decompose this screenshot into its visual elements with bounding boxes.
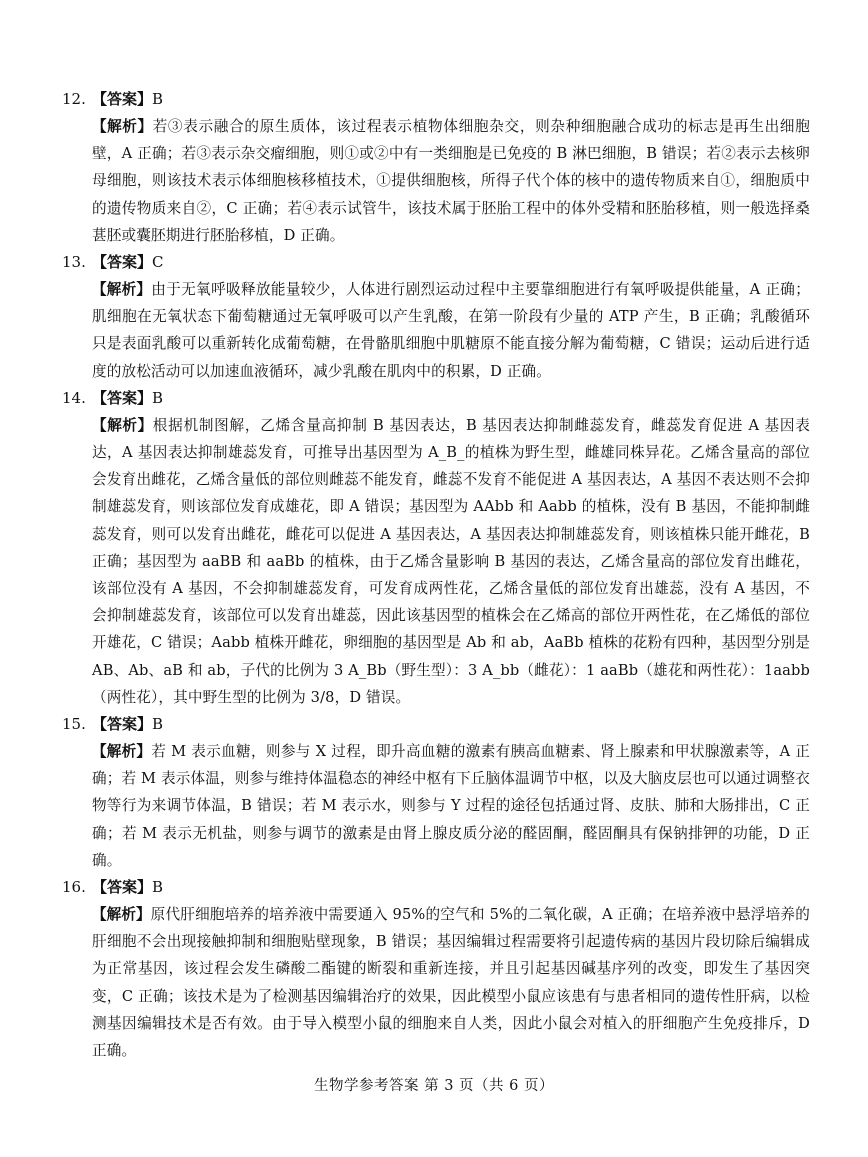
question-number: 15. [62, 715, 86, 734]
analysis-tag: 【解析】 [92, 743, 152, 761]
question-16 [62, 874, 810, 1064]
answer-line [62, 385, 810, 412]
answer-tag: 【答案】 [92, 90, 153, 108]
analysis-paragraph [92, 901, 810, 1064]
analysis-tag: 【解析】 [92, 906, 151, 924]
question-number: 16. [62, 878, 86, 897]
analysis-tag: 【解析】 [92, 118, 153, 135]
answer-tag: 【答案】 [92, 253, 153, 272]
question-12 [62, 86, 810, 249]
answer-tag: 【答案】 [92, 388, 153, 407]
answer-value: B [152, 388, 164, 407]
answer-value: B [152, 878, 164, 897]
analysis-tag: 【解析】 [92, 281, 152, 299]
analysis-tag: 【解析】 [92, 416, 153, 434]
answer-line [62, 874, 810, 901]
analysis-paragraph [92, 738, 810, 874]
analysis-paragraph [92, 412, 810, 711]
answer-tag: 【答案】 [92, 715, 153, 734]
answer-value: B [152, 90, 164, 108]
analysis-text: 若③表示融合的原生质体，该过程表示植物体细胞杂交，则杂种细胞融合成功的标志是再生出细胞壁，A 正确；若③表示杂交瘤细胞，则①或②中有一类细胞是已免疫的 B 淋巴细胞，B 错误；若②表示去核卵母细胞，则该技术表示体细胞核移植技术，①提供细胞核，所得子代个体的核中的遗传物质来自①，细胞质中的遗传物质来自②，C 正确；若④表示试管牛，该技术属于胚胎工程中的体外受精和胚胎移植，则一般选择桑葚胚或囊胚期进行胚胎移植，D 正确。 [92, 118, 810, 244]
analysis-text: 根据机制图解，乙烯含量高抑制 B 基因表达，B 基因表达抑制雌蕊发育，雌蕊发育促进 A 基因表达，A 基因表达抑制雄蕊发育，可推导出基因型为 A_B_的植株为野生型，雌雄同株异花。乙烯含量高的部位会发育出雌花，乙烯含量低的部位则雌蕊不能发育，雌蕊不发育不能促进 A 基因表达，A 基因不表达则不会抑制雄蕊发育，则该部位发育成雄花，即 A 错误；基因型为 AAbb 和 Aabb 的植株，没有 B 基因，不能抑制雌蕊发育，则可以发育出雌花，雌花可以促进 A 基因表达，A 基因表达抑制雄蕊发育，则该植株只能开雌花，B 正确；基因型为 aaBB 和 aaBb 的植株，由于乙烯含量影响 B 基因的表达，乙烯含量高的部位发育出雌花，该部位没有 A 基因，不会抑制雄蕊发育，可发育成两性花，乙烯含量低的部位发育出雄蕊，没有 A 基因，不会抑制雄蕊发育，该部位可以发育出雄蕊，因此该基因型的植株会在乙烯高的部位开两性花，在乙烯低的部位开雄花，C 错误；Aabb 植株开雌花，卵细胞的基因型是 Ab 和 ab，AaBb 植株的花粉有四种，基因型分别是 AB、Ab、aB 和 ab，子代的比例为 3 A_Bb（野生型）：3 A_bb（雌花）：1 aaBb（雄花和两性花）：1aabb（两性花），其中野生型的比例为 3/8，D 错误。 [92, 416, 810, 706]
answer-value: C [152, 253, 164, 272]
page-footer: 生物学参考答案 第 3 页（共 6 页） [314, 1078, 554, 1094]
answer-line [62, 86, 810, 113]
answer-line [62, 711, 810, 738]
analysis-text: 由于无氧呼吸释放能量较少，人体进行剧烈运动过程中主要靠细胞进行有氧呼吸提供能量，A 正确；肌细胞在无氧状态下葡萄糖通过无氧呼吸可以产生乳酸，在第一阶段有少量的 ATP 产生，B 正确；乳酸循环只是表面乳酸可以重新转化成葡萄糖，在骨骼肌细胞中肌糖原不能直接分解为葡萄糖，C 错误；运动后进行适度的放松活动可以加速血液循环，减少乳酸在肌肉中的积累，D 正确。 [92, 281, 810, 380]
answer-line [62, 249, 810, 276]
answer-tag: 【答案】 [92, 878, 153, 897]
question-14 [62, 385, 810, 711]
analysis-paragraph [92, 113, 810, 249]
question-15 [62, 711, 810, 874]
analysis-text: 原代肝细胞培养的培养液中需要通入 95%的空气和 5%的二氧化碳，A 正确；在培养液中悬浮培养的肝细胞不会出现接触抑制和细胞贴壁现象，B 错误；基因编辑过程需要将引起遗传病的基因片段切除后编辑成为正常基因，该过程会发生磷酸二酯键的断裂和重新连接，并且引起基因碱基序列的改变，即发生了基因突变，C 正确；该技术是为了检测基因编辑治疗的效果，因此模型小鼠应该患有与患者相同的遗传性肝病，以检测基因编辑技术是否有效。由于导入模型小鼠的细胞来自人类，因此小鼠会对植入的肝细胞产生免疫排斥，D 正确。 [92, 906, 810, 1060]
question-number: 12. [62, 90, 86, 108]
analysis-text: 若 M 表示血糖，则参与 X 过程，即升高血糖的激素有胰高血糖素、肾上腺素和甲状腺激素等，A 正确；若 M 表示体温，则参与维持体温稳态的神经中枢有下丘脑体温调节中枢，以及大脑皮层也可以通过调整衣物等行为来调节体温，B 错误；若 M 表示水，则参与 Y 过程的途径包括通过肾、皮肤、肺和大肠排出，C 正确；若 M 表示无机盐，则参与调节的激素是由肾上腺皮质分泌的醛固酮，醛固酮具有保钠排钾的功能，D 正确。 [92, 743, 810, 869]
question-number: 13. [62, 253, 86, 272]
answer-value: B [152, 715, 164, 734]
question-number: 14. [62, 388, 86, 407]
analysis-paragraph [92, 276, 810, 385]
answer-document [62, 86, 810, 1064]
question-13 [62, 249, 810, 385]
